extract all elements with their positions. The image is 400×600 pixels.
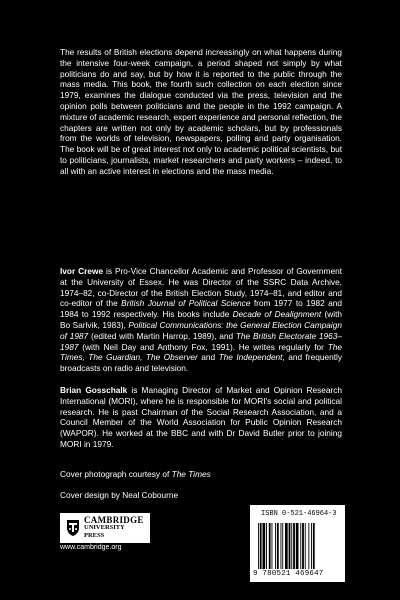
author-name: Brian Gosschalk	[60, 385, 128, 395]
newspaper-titles: The Times, The Guardian, The Observer	[60, 341, 342, 363]
newspaper-title: The Independent	[218, 352, 283, 363]
author-name: Ivor Crewe	[60, 266, 104, 276]
book-title: Decade of Dealignment	[232, 309, 322, 320]
isbn-label: ISBN 0-521-46964-3	[261, 510, 337, 518]
barcode-panel	[250, 505, 345, 582]
publisher-name: CAMBRIDGE	[84, 515, 144, 525]
publisher-url: www.cambridge.org	[60, 544, 122, 551]
blurb-text: The results of British elections depend increasingly on what happens during the intensive four-week campaign, a period shaped not simply by what politicians do and say, but by how it is reported to the public through the mass media. This book, the fourth such collection on each election since 1979, examines the dialogue conducted via the press, television and the opinion polls between politicians and the people in the 1992 campaign. A mixture of academic research, expert experience and personal reflection, the chapters are written not only by academic scholars, but by professionals from the worlds of television, newspapers, polling and party organisation. The book will be of great interest not only to academic political scientists, but to politicians, journalists, market researchers and party workers – indeed, to all with an active interest in elections and the mass media.	[60, 47, 342, 176]
book-blurb	[60, 47, 342, 177]
book-title: Political Communications: the General Election Campaign of 1987	[60, 319, 342, 341]
design-credit: Cover design by Neal Cobourne	[60, 490, 179, 500]
publisher-logo	[60, 513, 150, 543]
journal-title: British Journal of Political Science	[121, 298, 251, 309]
author-bio-gosschalk: Brian Gosschalk is Managing Director of Market and Opinion Research International (MORI), where he is responsible for MORI's social and political research. He is past Chairman of the Social Research Association, and a Council Member of the World Association for Public Opinion Research (WAPOR). He worked at the BBC and with Dr David Butler prior to joining MORI in 1979.	[60, 385, 342, 449]
barcode-icon	[258, 523, 338, 569]
author-bio-crewe: Ivor Crewe is Pro-Vice Chancellor Academic and Professor of Government at the University of Essex. He was Director of the SSRC Data Archive, 1974–82, co-Director of the British Election Study, 1974–81, and editor and co-editor of the British Journal of Political Science from 1977 to 1982 and 1984 to 1992 respectively. His books include Decade of Dealignment (with Bo Sarlvik, 1983), Political Communications: the General Election Campaign of 1987 (edited with Martin Harrop, 1989), and The British Electorate 1963–1987 (with Neil Day and Anthony Fox, 1991). He writes regularly for The Times, The Guardian, The Observer and The Independent, and frequently broadcasts on radio and television.	[60, 266, 343, 374]
photo-credit: Cover photograph courtesy of The Times	[60, 469, 211, 479]
crest-icon	[66, 519, 80, 537]
barcode-digits: 9 780521 469647	[253, 570, 324, 578]
book-title: The British Electorate 1963–1987	[60, 330, 342, 352]
publisher-subname: UNIVERSITY PRESS	[84, 524, 125, 539]
